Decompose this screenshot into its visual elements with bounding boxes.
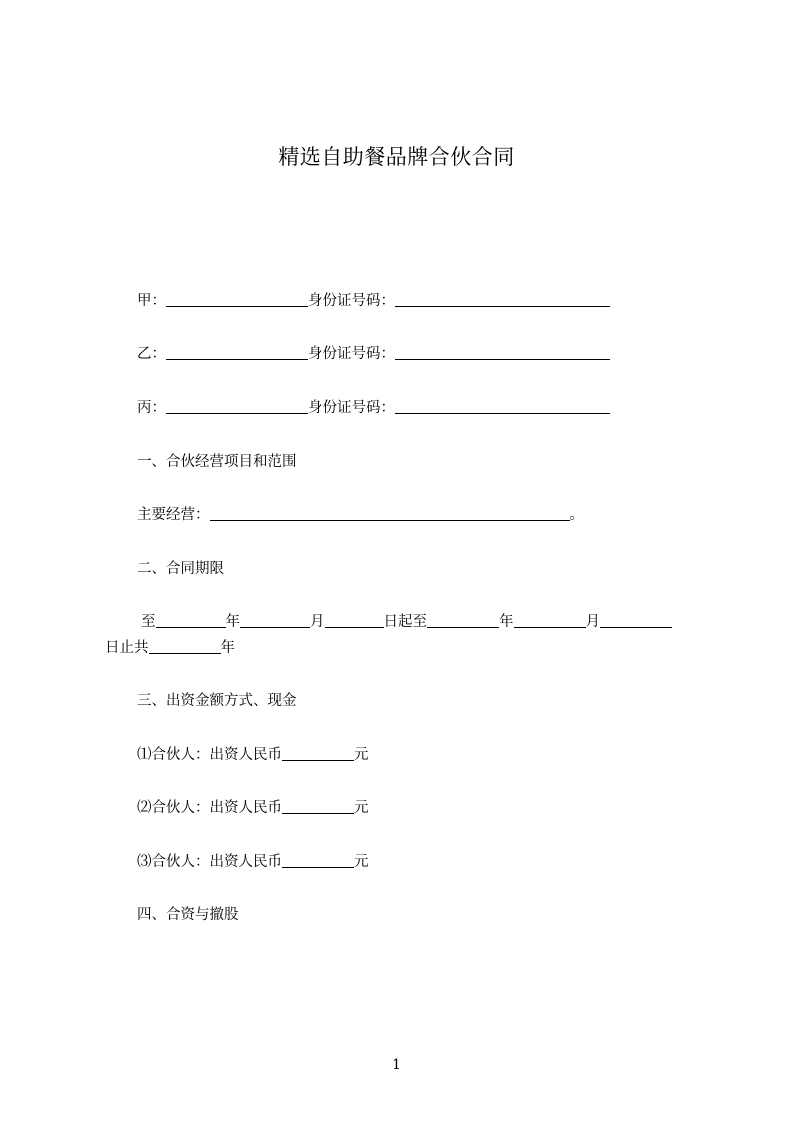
section-heading-4: 四、合资与撤股: [137, 907, 239, 923]
name-blank[interactable]: [166, 345, 308, 360]
id-label: 身份证号码：: [308, 346, 395, 362]
party-line-bing: [137, 398, 610, 418]
party-label: 丙：: [137, 400, 166, 416]
party-label: 甲：: [137, 293, 166, 309]
document-title: 精选自助餐品牌合伙合同: [278, 145, 515, 169]
party-line-jia: [137, 291, 610, 311]
party-label: 乙：: [137, 346, 166, 362]
partner-label: 合伙人：出资人民币: [151, 800, 282, 816]
partner-number: ⑵: [137, 800, 152, 816]
section-heading-1: 一、合伙经营项目和范围: [137, 454, 297, 470]
id-number-blank[interactable]: [395, 292, 610, 307]
currency-unit: 元: [354, 747, 369, 763]
id-number-blank[interactable]: [395, 345, 610, 360]
term-line-1: [141, 612, 672, 632]
period: 。: [569, 507, 584, 523]
section-heading-2: 二、合同期限: [137, 561, 224, 577]
partner-number: ⑶: [137, 854, 152, 870]
partner-label: 合伙人：出资人民币: [151, 747, 282, 763]
section-heading-3: 三、出资金额方式、现金: [137, 693, 297, 709]
main-business-blank[interactable]: [210, 506, 570, 521]
main-business-line: [137, 505, 584, 525]
id-number-blank[interactable]: [395, 399, 610, 414]
partner-contribution-1: [137, 745, 369, 765]
end-year-blank[interactable]: [427, 613, 499, 628]
name-blank[interactable]: [166, 292, 308, 307]
partner-label: 合伙人：出资人民币: [151, 854, 282, 870]
end-day-blank[interactable]: [600, 613, 672, 628]
term-years: 年: [220, 640, 235, 656]
amount-blank[interactable]: [282, 853, 354, 868]
term-day-end: 日止共: [105, 640, 149, 656]
name-blank[interactable]: [166, 399, 308, 414]
term-month: 月: [310, 614, 325, 630]
term-year: 年: [225, 614, 240, 630]
partner-contribution-3: [137, 852, 369, 872]
start-year-blank[interactable]: [156, 613, 226, 628]
currency-unit: 元: [354, 854, 369, 870]
total-years-blank[interactable]: [149, 639, 221, 654]
amount-blank[interactable]: [282, 799, 354, 814]
partner-number: ⑴: [137, 747, 152, 763]
partner-contribution-2: [137, 798, 369, 818]
id-label: 身份证号码：: [308, 400, 395, 416]
term-from: 至: [141, 614, 156, 630]
page-number: 1: [392, 1057, 401, 1073]
term-day-start: 日起至: [383, 614, 427, 630]
amount-blank[interactable]: [282, 746, 354, 761]
start-month-blank[interactable]: [240, 613, 310, 628]
id-label: 身份证号码：: [308, 293, 395, 309]
term-month2: 月: [585, 614, 600, 630]
start-day-blank[interactable]: [325, 613, 384, 628]
term-line-2: [105, 638, 235, 658]
end-month-blank[interactable]: [514, 613, 586, 628]
main-business-label: 主要经营：: [137, 507, 210, 523]
term-year2: 年: [499, 614, 514, 630]
party-line-yi: [137, 344, 610, 364]
currency-unit: 元: [354, 800, 369, 816]
